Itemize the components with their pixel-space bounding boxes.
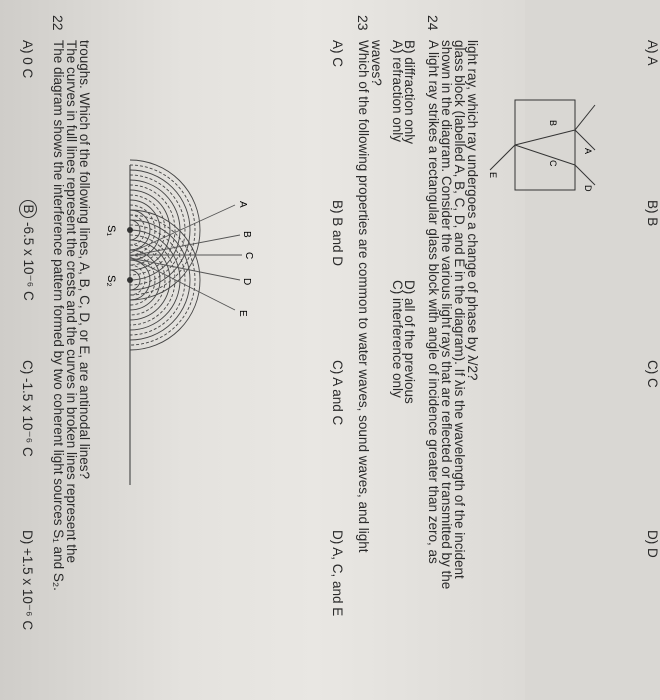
source-s1-dot — [127, 227, 133, 233]
line-label-b: B — [241, 231, 252, 238]
q24-text-line2: shown in the diagram. Consider the various light rays that are reflected or transmitted by the — [439, 40, 454, 590]
ray-label-d: D — [583, 185, 593, 192]
q23-option-b[interactable]: B) diffraction only — [402, 40, 417, 145]
q24-text-line4: light ray, which ray undergoes a change of phase by λ/2? — [465, 40, 480, 381]
q23-option-d[interactable]: D) all of the previous — [402, 280, 417, 404]
q22-text-line1: The diagram shows the interference pattern formed by two coherent light sources S₁ and S₂. — [51, 40, 66, 591]
selected-answer-circle: B — [19, 200, 37, 218]
ray-label-b: B — [548, 120, 558, 127]
q22-option-d[interactable]: D) A, C, and E — [330, 530, 345, 617]
q22-option-a[interactable]: A) C — [330, 40, 345, 67]
q22-number: 22 — [50, 15, 66, 31]
q24-option-a[interactable]: A) A — [645, 40, 660, 66]
q22-text-line3: troughs. Which of the following lines, A, B, C, D, or E, are antinodal lines? — [77, 40, 92, 479]
q21-option-a[interactable]: A) 0 C — [20, 40, 35, 79]
q21-option-b-text: -6.5 x 10⁻⁶ C — [21, 222, 36, 301]
q24-number: 24 — [425, 15, 441, 31]
q21-option-d[interactable]: D) +1.5 x 10⁻⁶ C — [20, 530, 35, 631]
q21-option-c[interactable]: C) -1.5 x 10⁻⁶ C — [20, 360, 35, 457]
q23-text-line1: Which of the following properties are common to water waves, sound waves, and light — [356, 40, 371, 553]
q24-option-c[interactable]: C) C — [645, 360, 660, 388]
q23-text-line2: waves? — [369, 40, 384, 86]
q23-option-c[interactable]: C) interference only — [390, 280, 405, 398]
interference-diagram — [100, 165, 330, 485]
q24-text-line1: A light ray strikes a rectangular glass block with angle of incidence greater than zero, as — [426, 40, 441, 564]
q22-option-c[interactable]: C) A and C — [330, 360, 345, 426]
glass-block-diagram — [485, 90, 595, 210]
ray-label-e: E — [488, 172, 498, 179]
line-label-e: E — [237, 310, 248, 317]
line-label-d: D — [241, 278, 252, 286]
q24-option-b[interactable]: B) B — [645, 200, 660, 227]
q23-option-a[interactable]: A) refraction only — [390, 40, 405, 143]
q21-option-b[interactable] — [19, 200, 37, 301]
source-s2-label: S₂ — [105, 275, 117, 287]
ray-label-c: C — [548, 160, 558, 167]
source-s1-label: S₁ — [105, 225, 117, 237]
q23-number: 23 — [355, 15, 371, 31]
ray-label-a: A — [583, 148, 593, 155]
q24-option-d[interactable]: D) D — [645, 530, 660, 558]
q22-text-line2: The curves in full lines represent the crests and the curves in broken lines represent the — [64, 40, 79, 564]
line-label-a: A — [237, 201, 248, 208]
q22-option-b[interactable]: B) B and D — [330, 200, 345, 267]
line-label-c: C — [243, 252, 254, 260]
q24-text-line3: glass block (labelled A, B, C, D, and E in the diagram). If λis the wavelength of the incident — [452, 40, 467, 579]
source-s2-dot — [127, 277, 133, 283]
